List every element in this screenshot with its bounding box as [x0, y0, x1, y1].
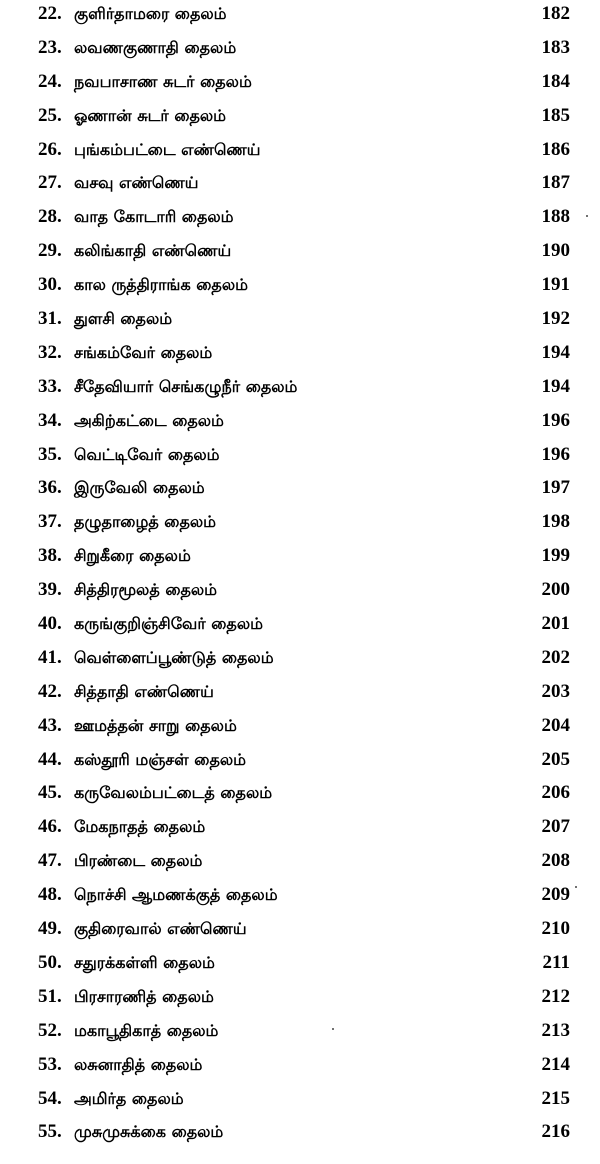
entry-page-number: 194 [541, 341, 570, 363]
entry-number: 44. [38, 748, 62, 770]
entry-number: 32. [38, 341, 62, 363]
entry-page-number: 184 [541, 70, 570, 92]
entry-title: சித்திரமூலத் தைலம் [74, 580, 218, 600]
entry-number: 54. [38, 1087, 62, 1109]
toc-entry [0, 1017, 600, 1051]
entry-number: 51. [38, 985, 62, 1007]
toc-entry [0, 746, 600, 780]
entry-number: 48. [38, 884, 62, 906]
entry-page-number: 201 [541, 613, 570, 635]
entry-title: முசுமுசுக்கை தைலம் [74, 1122, 224, 1142]
entry-title: வெட்டிவேர் தைலம் [74, 444, 220, 464]
entry-title: சங்கம்வேர் தைலம் [74, 342, 213, 362]
entry-number: 30. [38, 274, 62, 296]
toc-entry [0, 847, 600, 881]
toc-entry [0, 339, 600, 373]
toc-entry [0, 644, 600, 678]
entry-page-number: 199 [541, 545, 570, 567]
entry-title: மேகநாதத் தைலம் [74, 817, 206, 837]
toc-entry [0, 678, 600, 712]
entry-title: கஸ்தூரி மஞ்சள் தைலம் [74, 749, 247, 769]
entry-page-number: 205 [541, 748, 570, 770]
toc-entry [0, 474, 600, 508]
toc-entry [0, 1118, 600, 1152]
entry-page-number: 212 [541, 985, 570, 1007]
entry-page-number: 183 [541, 36, 570, 58]
entry-page-number: 213 [541, 1019, 570, 1041]
entry-page-number: 185 [541, 104, 570, 126]
toc-entry [0, 237, 600, 271]
entry-page-number: 192 [541, 308, 570, 330]
toc-entry [0, 407, 600, 441]
toc-entry [0, 1085, 600, 1119]
entry-title: நொச்சி ஆமணக்குத் தைலம் [74, 885, 278, 905]
entry-number: 53. [38, 1053, 62, 1075]
entry-page-number: 210 [541, 918, 570, 940]
toc-entry [0, 305, 600, 339]
entry-page-number: 194 [541, 375, 570, 397]
entry-number: 22. [38, 3, 62, 24]
entry-number: 25. [38, 104, 62, 126]
entry-title: லவணகுணாதி தைலம் [74, 37, 237, 57]
entry-page-number: 202 [541, 646, 570, 668]
entry-page-number: 196 [541, 409, 570, 431]
entry-title: லசுனாதித் தைலம் [74, 1054, 203, 1074]
entry-page-number: 207 [541, 816, 570, 838]
entry-title: குளிர்தாமரை தைலம் [74, 4, 227, 23]
entry-page-number: 200 [541, 579, 570, 601]
entry-title: பிரண்டை தைலம் [74, 851, 203, 871]
entry-number: 40. [38, 613, 62, 635]
toc-entry [0, 813, 600, 847]
entry-page-number: 209 [541, 884, 570, 906]
entry-number: 45. [38, 782, 62, 804]
entry-number: 55. [38, 1121, 62, 1143]
entry-number: 43. [38, 714, 62, 736]
scan-speck [332, 1028, 334, 1030]
entry-number: 46. [38, 816, 62, 838]
toc-entry [0, 136, 600, 170]
entry-title: கால ருத்திராங்க தைலம் [74, 275, 248, 295]
entry-title: வெள்ளைப்பூண்டுத் தைலம் [74, 647, 274, 667]
entry-title: துளசி தைலம் [74, 309, 173, 329]
entry-number: 23. [38, 36, 62, 58]
entry-page-number: 190 [541, 240, 570, 262]
entry-number: 42. [38, 680, 62, 702]
entry-number: 24. [38, 70, 62, 92]
entry-page-number: 214 [541, 1053, 570, 1075]
toc-entry [0, 881, 600, 915]
entry-title: சித்தாதி எண்ணெய் [74, 681, 214, 701]
entry-page-number: 186 [541, 138, 570, 160]
entry-number: 26. [38, 138, 62, 160]
entry-number: 35. [38, 443, 62, 465]
entry-title: புங்கம்பட்டை எண்ணெய் [74, 139, 261, 159]
entry-title: வாத கோடாரி தைலம் [74, 207, 234, 227]
toc-entry [0, 949, 600, 983]
entry-title: குதிரைவால் எண்ணெய் [74, 919, 247, 939]
entry-number: 28. [38, 206, 62, 228]
entry-page-number: 182 [541, 3, 570, 24]
entry-page-number: 197 [541, 477, 570, 499]
entry-number: 50. [38, 951, 62, 973]
entry-number: 52. [38, 1019, 62, 1041]
entry-number: 41. [38, 646, 62, 668]
entry-title: ஊமத்தன் சாறு தைலம் [74, 715, 237, 735]
toc-entry [0, 610, 600, 644]
toc-entry [0, 542, 600, 576]
entry-title: தழுதாழைத் தைலம் [74, 512, 217, 532]
entry-number: 27. [38, 172, 62, 194]
entry-title: இருவேலி தைலம் [74, 478, 205, 498]
scan-speck [586, 215, 588, 217]
entry-title: கருங்குறிஞ்சிவேர் தைலம் [74, 614, 264, 634]
toc-entry [0, 34, 600, 68]
toc-entry [0, 68, 600, 102]
toc-entry [0, 983, 600, 1017]
entry-page-number: 211 [542, 951, 570, 973]
toc-entry [0, 169, 600, 203]
entry-number: 29. [38, 240, 62, 262]
entry-number: 37. [38, 511, 62, 533]
entry-title: மகாபூதிகாத் தைலம் [74, 1020, 219, 1040]
entry-title: சிறுகீரை தைலம் [74, 546, 191, 566]
entry-number: 49. [38, 918, 62, 940]
entry-title: பிரசாரணித் தைலம் [74, 986, 214, 1006]
entry-number: 31. [38, 308, 62, 330]
scan-speck [575, 886, 577, 888]
entry-number: 39. [38, 579, 62, 601]
entry-page-number: 198 [541, 511, 570, 533]
entry-page-number: 206 [541, 782, 570, 804]
entry-number: 33. [38, 375, 62, 397]
entry-number: 47. [38, 850, 62, 872]
entry-title: கருவேலம்பட்டைத் தைலம் [74, 783, 273, 803]
toc-entry [0, 712, 600, 746]
entry-page-number: 188 [541, 206, 570, 228]
entry-title: அகிற்கட்டை தைலம் [74, 410, 224, 430]
entry-title: ஓணான் சுடர் தைலம் [74, 105, 227, 125]
entry-number: 34. [38, 409, 62, 431]
toc-entry [0, 576, 600, 610]
toc-entry [0, 779, 600, 813]
entry-page-number: 203 [541, 680, 570, 702]
entry-page-number: 208 [541, 850, 570, 872]
entry-title: கலிங்காதி எண்ணெய் [74, 241, 232, 261]
entry-title: வசவு எண்ணெய் [74, 173, 199, 193]
entry-page-number: 196 [541, 443, 570, 465]
toc-entry [0, 1051, 600, 1085]
toc-entry [0, 441, 600, 475]
entry-title: சதுரக்கள்ளி தைலம் [74, 952, 215, 972]
toc-entry [0, 373, 600, 407]
toc-entry [0, 102, 600, 136]
toc-entry [0, 508, 600, 542]
toc-entry [0, 271, 600, 305]
toc-entry [0, 915, 600, 949]
entry-page-number: 215 [541, 1087, 570, 1109]
entry-title: அமிர்த தைலம் [74, 1088, 184, 1108]
entry-number: 38. [38, 545, 62, 567]
entry-title: சீதேவியார் செங்கழுநீர் தைலம் [74, 376, 298, 396]
entry-number: 36. [38, 477, 62, 499]
toc-entry [0, 203, 600, 237]
toc-entry [0, 0, 600, 34]
entry-title: நவபாசாண சுடர் தைலம் [74, 71, 252, 91]
entry-page-number: 216 [541, 1121, 570, 1143]
entry-page-number: 204 [541, 714, 570, 736]
entry-page-number: 191 [541, 274, 570, 296]
entry-page-number: 187 [541, 172, 570, 194]
